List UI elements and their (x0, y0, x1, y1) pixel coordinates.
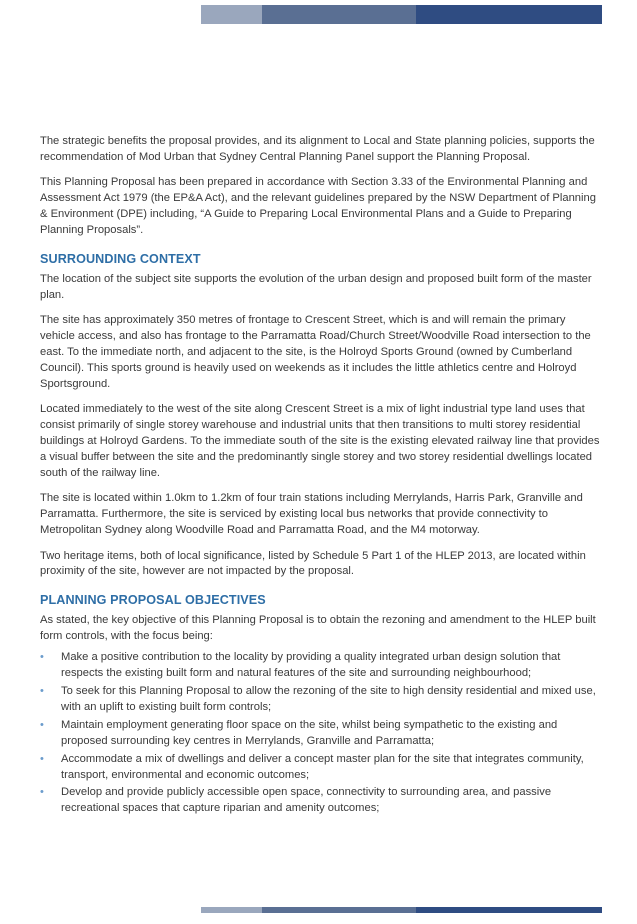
header-color-band (201, 5, 602, 24)
bullet-icon: • (40, 786, 44, 799)
surrounding-context-heading: SURROUNDING CONTEXT (40, 251, 201, 266)
bullet-icon: • (40, 651, 44, 664)
list-item (40, 785, 600, 817)
context-paragraph: The site has approximately 350 metres of frontage to Crescent Street, which is and will remain the primary vehicle access, and also has frontage to the Parramatta Road/Church Street/Woodville Road intersection to the east. To the immediate north, and adjacent to the site, is the Holroyd Sports Ground (owned by Cumberland Council). This sports ground is heavily used on weekends as it includes the little athletics centre and Holroyd Sportsground. (40, 314, 591, 390)
intro-paragraph: The strategic benefits the proposal provides, and its alignment to Local and State planning policies, supports the recommendation of Mod Urban that Sydney Central Planning Panel support the Planning Proposal. (40, 135, 595, 163)
intro-paragraph: This Planning Proposal has been prepared in accordance with Section 3.33 of the Environmental Planning and Assessment Act 1979 (the EP&A Act), and the relevant guidelines prepared by the NSW Department of Planning & Environment (DPE) including, “A Guide to Preparing Local Environmental Plans and a Guide to Preparing Planning Proposals”. (40, 176, 596, 237)
objectives-list (40, 650, 600, 817)
header-band-light-segment (201, 5, 262, 24)
list-item-text: Maintain employment generating floor space on the site, whilst being sympathetic to the existing and proposed surrounding key centres in Merrylands, Granville and Parramatta; (61, 718, 558, 747)
objectives-heading: PLANNING PROPOSAL OBJECTIVES (40, 593, 266, 608)
footer-band-mid-segment (262, 907, 416, 913)
bullet-icon: • (40, 684, 44, 697)
list-item-text: To seek for this Planning Proposal to allow the rezoning of the site to high density residential and mixed use, with an uplift to existing built form controls; (61, 684, 596, 713)
objectives-intro: As stated, the key objective of this Planning Proposal is to obtain the rezoning and amendment to the HLEP built form controls, with the focus being: (40, 614, 596, 643)
list-item-text: Develop and provide publicly accessible open space, connectivity to surrounding area, and passive recreational spaces that capture riparian and amenity outcomes; (61, 786, 552, 815)
footer-color-band (201, 907, 602, 913)
list-item (40, 650, 600, 682)
header-band-mid-segment (262, 5, 416, 24)
footer-band-light-segment (201, 907, 262, 913)
footer-band-dark-segment (416, 907, 602, 913)
list-item-text: Make a positive contribution to the locality by providing a quality integrated urban design solution that respects the existing built form and natural features of the site and surrounding neighbourhood; (61, 651, 561, 680)
list-item-text: Accommodate a mix of dwellings and deliver a concept master plan for the site that integrates community, transport, environmental and economic outcomes; (61, 752, 584, 781)
context-paragraph: The site is located within 1.0km to 1.2km of four train stations including Merrylands, Harris Park, Granville and Parramatta. Furthermore, the site is serviced by existing local bus networks that provide connectivity to Metropolitan Sydney along Woodville Road and Parramatta Road, and the M4 motorway. (40, 492, 583, 537)
page-content (40, 134, 600, 819)
bullet-icon: • (40, 752, 44, 765)
list-item (40, 718, 600, 750)
list-item (40, 752, 600, 784)
context-paragraph: Located immediately to the west of the site along Crescent Street is a mix of light industrial type land uses that consist primarily of single storey warehouse and industrial units that then transitions to multi storey residential buildings at Holroyd Gardens. To the immediate south of the site is the existing elevated railway line that provides a visual buffer between the site and the predominantly single storey and two storey residential dwellings located south of the railway line. (40, 403, 600, 479)
list-item (40, 684, 600, 716)
context-paragraph: The location of the subject site supports the evolution of the urban design and proposed built form of the master plan. (40, 272, 592, 301)
header-band-dark-segment (416, 5, 602, 24)
bullet-icon: • (40, 718, 44, 731)
context-paragraph: Two heritage items, both of local significance, listed by Schedule 5 Part 1 of the HLEP 2013, are located within proximity of the site, however are not impacted by the proposal. (40, 549, 586, 578)
